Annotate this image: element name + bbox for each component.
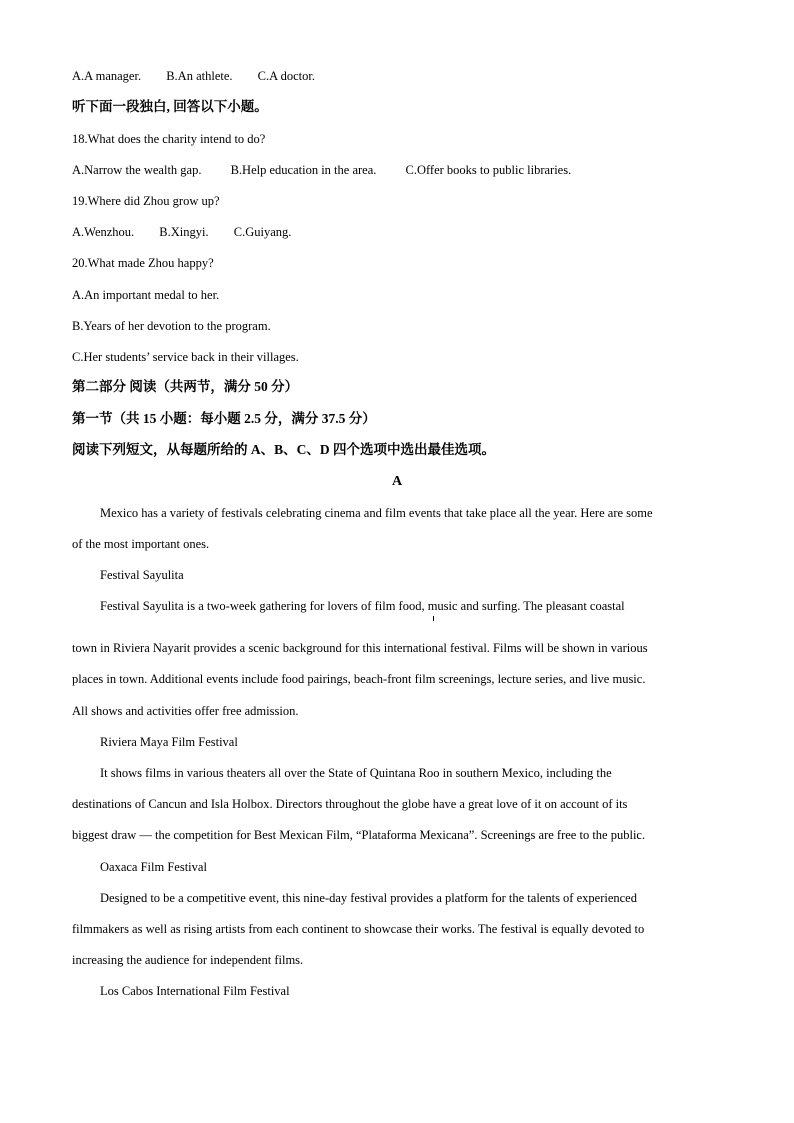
q18-question: 18.What does the charity intend to do?	[72, 132, 266, 146]
section1-heading: 第一节（共 15 小题：每小题 2.5 分，满分 37.5 分）	[72, 411, 376, 426]
q19-option-b: B.Xingyi.	[159, 225, 209, 239]
q19-options	[72, 224, 291, 240]
stray-mark	[433, 616, 434, 621]
passage-letter: A	[391, 474, 403, 489]
q19-question: 19.Where did Zhou grow up?	[72, 194, 220, 208]
q19-option-c: C.Guiyang.	[233, 225, 292, 239]
q18-option-b: B.Help education in the area.	[230, 163, 377, 177]
festival-2-title: Riviera Maya Film Festival	[100, 735, 238, 749]
part2-heading: 第二部分 阅读（共两节，满分 50 分）	[72, 379, 299, 394]
q17-option-b: B.An athlete.	[166, 69, 233, 83]
festival-2-line-1: It shows films in various theaters all over the State of Quintana Roo in southern Mexico, including the	[100, 766, 612, 780]
festival-2-line-3: biggest draw — the competition for Best Mexican Film, “Plataforma Mexicana”. Screenings are free to the public.	[72, 828, 646, 842]
q18-option-c: C.Offer books to public libraries.	[405, 163, 572, 177]
festival-1-line-3: places in town. Additional events include food pairings, beach-front film screenings, lecture series, and live music.	[72, 672, 646, 686]
reading-instruction: 阅读下列短文，从每题所给的 A、B、C、D 四个选项中选出最佳选项。	[72, 442, 496, 457]
festival-3-line-2: filmmakers as well as rising artists from each continent to showcase their works. The festival is equally devoted to	[72, 922, 645, 936]
q20-option-c: C.Her students’ service back in their villages.	[72, 350, 299, 364]
festival-2-line-2: destinations of Cancun and Isla Holbox. Directors throughout the globe have a great love of it on account of its	[72, 797, 628, 811]
festival-1-line-2: town in Riviera Nayarit provides a scenic background for this international festival. Films will be shown in various	[72, 641, 648, 655]
passage-intro-line-2: of the most important ones.	[72, 537, 210, 551]
passage-intro-line-1: Mexico has a variety of festivals celebrating cinema and film events that take place all the year. Here are some	[100, 506, 653, 520]
festival-1-line-4: All shows and activities offer free admission.	[72, 704, 299, 718]
festival-3-title: Oaxaca Film Festival	[100, 860, 207, 874]
q17-option-a: A.A manager.	[72, 69, 142, 83]
q18-option-a: A.Narrow the wealth gap.	[72, 163, 202, 177]
q19-option-a: A.Wenzhou.	[72, 225, 135, 239]
q20-option-a: A.An important medal to her.	[72, 288, 220, 302]
festival-1-title: Festival Sayulita	[100, 568, 184, 582]
festival-3-line-1: Designed to be a competitive event, this nine-day festival provides a platform for the talents of experienced	[100, 891, 637, 905]
q17-options	[72, 68, 315, 84]
q18-options	[72, 162, 571, 178]
q17-option-c: C.A doctor.	[257, 69, 315, 83]
q20-question: 20.What made Zhou happy?	[72, 256, 214, 270]
instruction-monologue: 听下面一段独白, 回答以下小题。	[72, 99, 268, 114]
festival-1-line-1: Festival Sayulita is a two-week gathering for lovers of film food, music and surfing. The pleasant coastal	[100, 599, 625, 613]
festival-4-title: Los Cabos International Film Festival	[100, 984, 290, 998]
festival-3-line-3: increasing the audience for independent films.	[72, 953, 304, 967]
q20-option-b: B.Years of her devotion to the program.	[72, 319, 271, 333]
